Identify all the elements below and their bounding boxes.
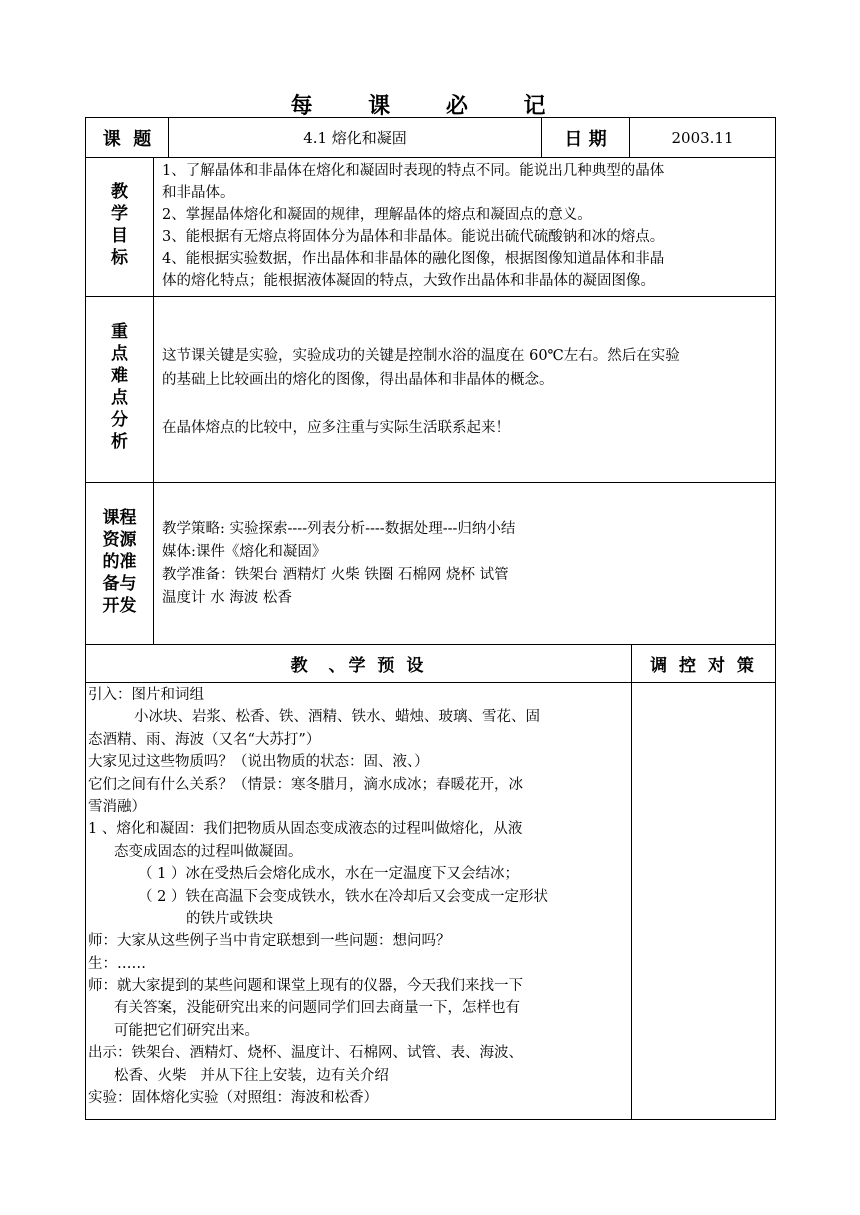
teaching-line: 有关答案，没能研究出来的问题同学们回去商量一下，怎样也有 [114,1000,520,1017]
objectives-label: 教 学 目 标 [111,182,128,268]
date-label: 日 期 [564,128,607,150]
teaching-line: 态酒精、雨、海波（又名“大苏打”） [88,731,321,748]
teaching-header: 教 、学 预 设 [290,656,427,676]
teaching-line: 态变成固态的过程叫做凝固。 [114,843,303,860]
key-points-label: 重 点 难 点 分 析 [111,322,128,452]
teaching-line: 它们之间有什么关系？（情景：寒冬腊月，滴水成冰；春暖花开，冰 [88,776,523,793]
teaching-line: 小冰块、岩浆、松香、铁、酒精、铁水、蜡烛、玻璃、雪花、固 [134,709,540,726]
resources-text: 教学策略: 实验探索----列表分析----数据处理---归纳小结 媒体:课件《熔化和凝固》 教学准备：铁架台 酒精灯 火柴 铁圈 石棉网 烧杯 试管 温度计 水 海波 松香 [162,521,516,606]
teaching-line: （ 2 ）铁在高温下会变成铁水，铁水在冷却后又会变成一定形状 [138,888,548,905]
teaching-line: 出示：铁架台、酒精灯、烧杯、温度计、石棉网、试管、表、海波、 [88,1045,523,1062]
page-title: 每 课 必 记 [290,94,570,119]
control-header: 调 控 对 策 [650,656,757,676]
teaching-line: 1 、熔化和凝固：我们把物质从固态变成液态的过程叫做熔化，从液 [88,821,523,838]
teaching-line: 引入：图片和词组 [88,687,204,703]
teaching-line: 可能把它们研究出来。 [114,1022,259,1039]
teaching-line: （ 1 ）冰在受热后会熔化成水，水在一定温度下又会结冰； [138,866,519,883]
key-points-text: 这节课关键是实验，实验成功的关键是控制水浴的温度在 60℃左右。然后在实验 的基础上比较画出的熔化的图像，得出晶体和非晶体的概念。 在晶体熔点的比较中，应多注重与实际生活联系起来！ [162,348,680,436]
teaching-line: 生：…… [88,955,146,972]
topic-label: 课 题 [102,128,152,150]
teaching-line: 实验：固体熔化实验（对照组：海波和松香） [88,1090,378,1107]
teaching-line: 师：大家从这些例子当中肯定联想到一些问题：想问吗？ [88,933,451,950]
teaching-line: 大家见过这些物质吗？（说出物质的状态：固、液、） [88,754,429,771]
date-value: 2003.11 [671,128,734,147]
topic-value: 4.1 熔化和凝固 [303,129,407,147]
teaching-line: 松香、火柴 并从下往上安装，边有关介绍 [114,1067,389,1084]
teaching-body [88,684,548,1109]
resources-label: 课程 资源 的准 备与 开发 [102,508,137,616]
teaching-line: 的铁片或铁块 [186,910,273,927]
teaching-line: 雪消融） [88,798,146,815]
objectives-text: 1、了解晶体和非晶体在熔化和凝固时表现的特点不同。能说出几种典型的晶体 和非晶体。 2、掌握晶体熔化和凝固的规律，理解晶体的熔点和凝固点的意义。 3、能根据有无熔点将固体分为晶体和非晶体。能说出硫代硫酸钠和冰的熔点。 4、能根据实验数据，作出晶体和非晶体的融化图像，根据图像知道晶体和非晶 体的熔化特点；能根据液体凝固的特点，大致作出晶体和非晶体的凝固图像。 [162,163,665,289]
teaching-line: 师：就大家提到的某些问题和课堂上现有的仪器，今天我们来找一下 [88,978,523,995]
